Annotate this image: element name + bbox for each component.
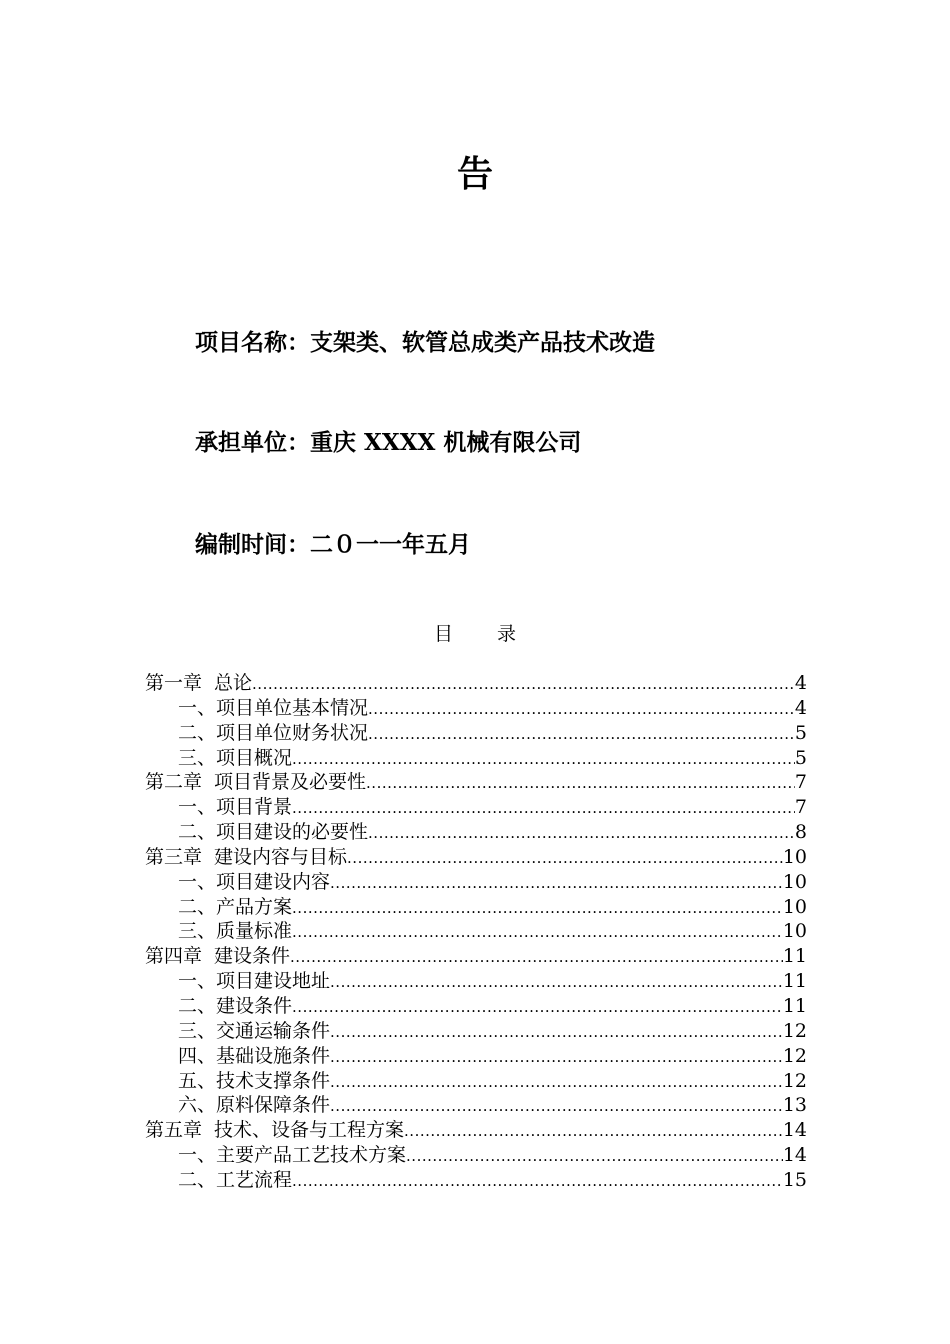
- toc-entry-number: 一、: [178, 796, 217, 819]
- toc-page-number: 7: [794, 771, 807, 794]
- toc-section-row[interactable]: [145, 1044, 807, 1069]
- toc-section-row[interactable]: [145, 994, 807, 1019]
- toc-section-row[interactable]: [145, 1093, 807, 1118]
- toc-dot-leader: [330, 1070, 783, 1094]
- toc-entry-number: 二、: [178, 1168, 217, 1191]
- toc-page-number: 7: [794, 796, 807, 819]
- toc-section-row[interactable]: [145, 721, 807, 746]
- toc-entry-label: [145, 944, 290, 968]
- toc-entry-label: [145, 845, 347, 869]
- toc-page-number: 14: [782, 1119, 807, 1142]
- toc-entry-text: 项目背景: [216, 796, 293, 819]
- toc-entry-text: 项目概况: [216, 746, 293, 769]
- toc-entry-label: [145, 795, 292, 819]
- toc-chapter-row[interactable]: [145, 770, 807, 795]
- toc-entry-text: 项目背景及必要性: [214, 771, 367, 794]
- toc-page-number: 8: [794, 821, 807, 844]
- toc-entry-label: [145, 1168, 292, 1192]
- toc-entry-label: [145, 1044, 330, 1068]
- toc-page-number: 5: [794, 721, 807, 744]
- toc-entry-number: 第四章: [145, 945, 203, 968]
- toc-section-row[interactable]: [145, 870, 807, 895]
- toc-dot-leader: [330, 970, 783, 994]
- toc-section-row[interactable]: [145, 1019, 807, 1044]
- toc-entry-number: 六、: [178, 1094, 217, 1117]
- undertaking-unit-line: 承担单位：重庆 XXXX 机械有限公司: [195, 429, 582, 456]
- toc-section-row[interactable]: [145, 969, 807, 994]
- toc-dot-leader: [292, 896, 783, 920]
- toc-page-number: 10: [782, 870, 807, 893]
- toc-page-number: 4: [794, 696, 807, 719]
- toc-dot-leader: [330, 1094, 783, 1118]
- toc-page-number: 12: [782, 1019, 807, 1042]
- toc-page-number: 11: [782, 945, 807, 968]
- report-title-fragment: 告: [456, 153, 493, 195]
- toc-section-row[interactable]: [145, 1168, 807, 1193]
- toc-heading-right: 录: [497, 623, 517, 645]
- toc-entry-label: [145, 994, 292, 1018]
- toc-entry-label: [145, 671, 252, 695]
- toc-dot-leader: [292, 920, 783, 944]
- toc-section-row[interactable]: [145, 1143, 807, 1168]
- toc-page-number: 10: [782, 920, 807, 943]
- toc-heading-left: 目: [433, 623, 453, 645]
- toc-entry-text: 建设条件: [216, 994, 293, 1017]
- toc-heading: [0, 621, 950, 647]
- toc-dot-leader: [368, 821, 795, 845]
- toc-entry-text: 工艺流程: [216, 1168, 293, 1191]
- toc-page-number: 12: [782, 1044, 807, 1067]
- toc-page-number: 12: [782, 1069, 807, 1092]
- toc-entry-text: 主要产品工艺技术方案: [216, 1144, 407, 1167]
- toc-entry-number: 一、: [178, 970, 217, 993]
- toc-entry-number: 第三章: [145, 845, 203, 868]
- toc-dot-leader: [330, 871, 783, 895]
- toc-page-number: 13: [782, 1094, 807, 1117]
- toc-entry-label: [145, 746, 292, 770]
- toc-entry-label: [145, 1093, 330, 1117]
- toc-entry-text: 项目建设内容: [216, 870, 331, 893]
- toc-entry-label: [145, 870, 330, 894]
- toc-entry-number: 三、: [178, 746, 217, 769]
- toc-page-number: 15: [782, 1168, 807, 1191]
- toc-entry-number: 二、: [178, 821, 217, 844]
- toc-section-row[interactable]: [145, 919, 807, 944]
- toc-entry-number: 五、: [178, 1069, 217, 1092]
- compile-date-line: 编制时间：二０一一年五月: [195, 531, 471, 558]
- toc-dot-leader: [252, 672, 795, 696]
- toc-entry-number: 一、: [178, 696, 217, 719]
- toc-section-row[interactable]: [145, 696, 807, 721]
- toc-entry-number: 一、: [178, 870, 217, 893]
- toc-entry-label: [145, 721, 368, 745]
- toc-entry-label: [145, 1143, 406, 1167]
- toc-entry-number: 二、: [178, 994, 217, 1017]
- toc-entry-text: 基础设施条件: [216, 1044, 331, 1067]
- toc-entry-label: [145, 919, 292, 943]
- toc-dot-leader: [368, 697, 795, 721]
- toc-dot-leader: [292, 995, 783, 1019]
- toc-entry-number: 三、: [178, 920, 217, 943]
- toc-dot-leader: [292, 796, 795, 820]
- toc-dot-leader: [368, 722, 795, 746]
- toc-entry-label: [145, 895, 292, 919]
- toc-page-number: 5: [794, 746, 807, 769]
- toc-entry-text: 项目建设地址: [216, 970, 331, 993]
- project-name-line: 项目名称：支架类、软管总成类产品技术改造: [195, 329, 655, 356]
- toc-entry-label: [145, 1118, 404, 1142]
- table-of-contents: [145, 671, 807, 1193]
- toc-chapter-row[interactable]: [145, 845, 807, 870]
- toc-page-number: 4: [794, 672, 807, 694]
- toc-chapter-row[interactable]: [145, 671, 807, 696]
- toc-entry-label: [145, 770, 366, 794]
- toc-chapter-row[interactable]: [145, 1118, 807, 1143]
- toc-page-number: 11: [782, 970, 807, 993]
- toc-entry-number: 第二章: [145, 771, 203, 794]
- toc-entry-label: [145, 1069, 330, 1093]
- toc-dot-leader: [406, 1144, 783, 1168]
- toc-entry-text: 技术支撑条件: [216, 1069, 331, 1092]
- toc-entry-label: [145, 969, 330, 993]
- toc-entry-text: 交通运输条件: [216, 1019, 331, 1042]
- toc-entry-text: 产品方案: [216, 895, 293, 918]
- toc-dot-leader: [330, 1045, 783, 1069]
- toc-entry-number: 第五章: [145, 1119, 203, 1142]
- toc-dot-leader: [292, 1169, 783, 1193]
- toc-section-row[interactable]: [145, 795, 807, 820]
- toc-dot-leader: [330, 1020, 783, 1044]
- toc-page-number: 11: [782, 994, 807, 1017]
- toc-entry-label: [145, 1019, 330, 1043]
- toc-entry-number: 二、: [178, 721, 217, 744]
- toc-page-number: 14: [782, 1144, 807, 1167]
- toc-section-row[interactable]: [145, 1069, 807, 1094]
- toc-entry-text: 质量标准: [216, 920, 293, 943]
- toc-dot-leader: [366, 771, 795, 795]
- toc-entry-number: 四、: [178, 1044, 217, 1067]
- toc-entry-label: [145, 820, 368, 844]
- toc-entry-number: 第一章: [145, 672, 203, 694]
- toc-entry-label: [145, 696, 368, 720]
- toc-dot-leader: [347, 846, 783, 870]
- toc-dot-leader: [404, 1119, 783, 1143]
- toc-entry-number: 一、: [178, 1144, 217, 1167]
- toc-entry-number: 三、: [178, 1019, 217, 1042]
- toc-section-row[interactable]: [145, 895, 807, 920]
- toc-dot-leader: [292, 747, 795, 771]
- toc-entry-text: 项目单位基本情况: [216, 696, 369, 719]
- toc-entry-text: 原料保障条件: [216, 1094, 331, 1117]
- toc-section-row[interactable]: [145, 820, 807, 845]
- toc-page-number: 10: [782, 895, 807, 918]
- toc-section-row[interactable]: [145, 746, 807, 771]
- toc-entry-text: 技术、设备与工程方案: [214, 1119, 405, 1142]
- toc-entry-text: 项目单位财务状况: [216, 721, 369, 744]
- toc-chapter-row[interactable]: [145, 944, 807, 969]
- toc-entry-text: 项目建设的必要性: [216, 821, 369, 844]
- toc-entry-text: 建设条件: [214, 945, 291, 968]
- toc-entry-number: 二、: [178, 895, 217, 918]
- toc-page-number: 10: [782, 845, 807, 868]
- toc-dot-leader: [290, 945, 783, 969]
- toc-entry-text: 建设内容与目标: [214, 845, 348, 868]
- toc-entry-text: 总论: [214, 672, 253, 694]
